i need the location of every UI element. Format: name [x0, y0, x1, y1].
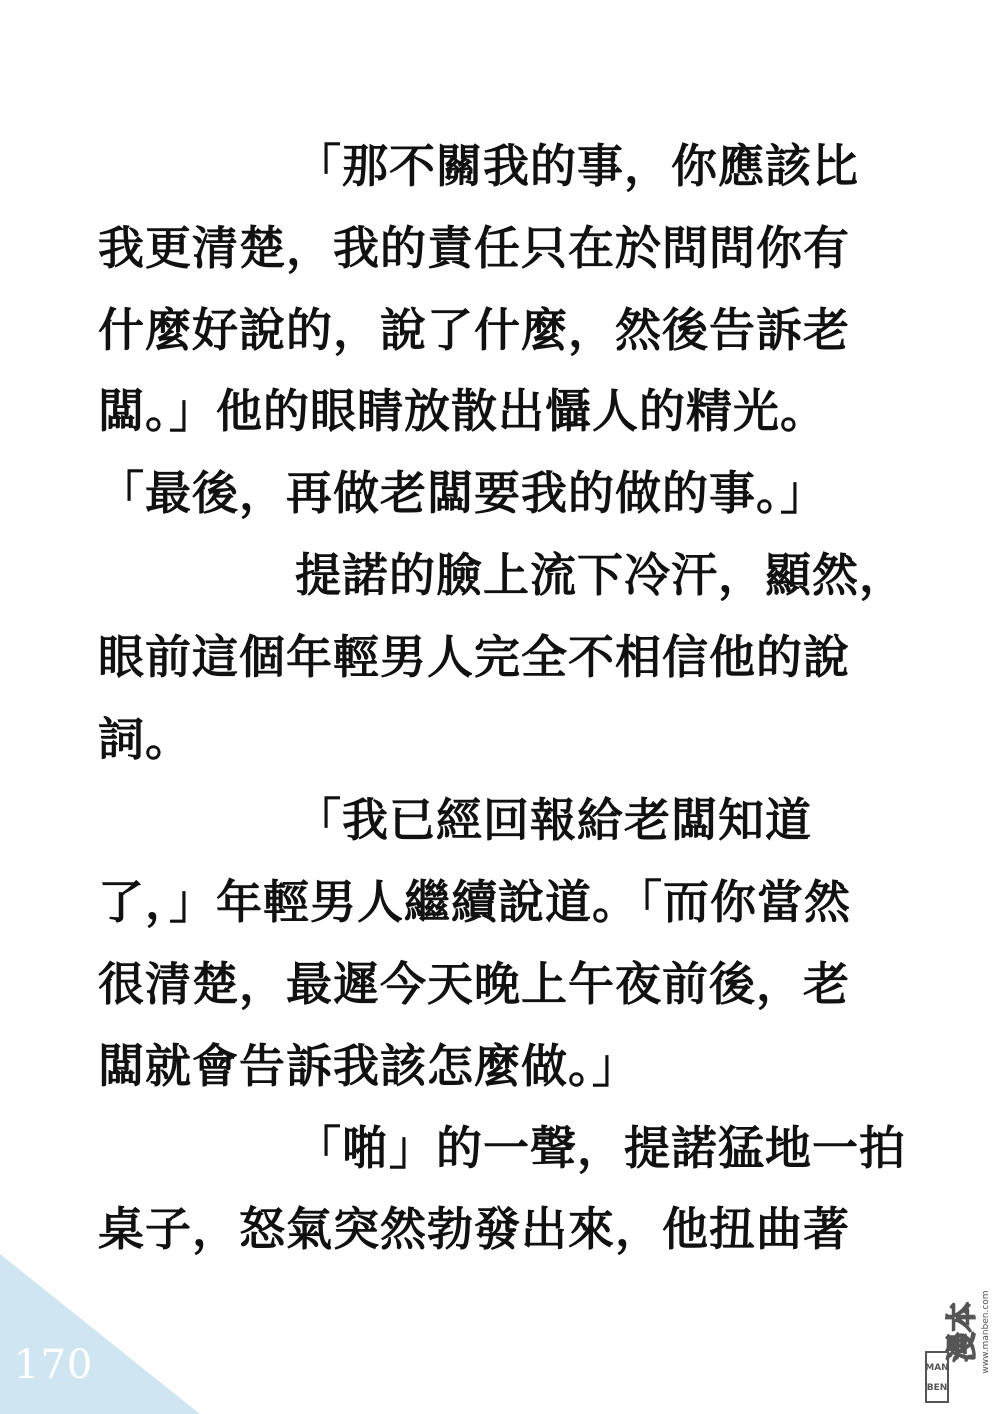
page-number: 170: [14, 1342, 94, 1388]
body-text: [98, 126, 958, 1271]
page-corner-triangle: [0, 1254, 200, 1414]
logo-text-top: MAN: [925, 1363, 949, 1373]
text-line-5: 「最後，再做老闆要我的做的事。」: [98, 466, 827, 521]
text-line-9: 「我已經回報給老闆知道: [295, 793, 812, 848]
text-line-10: 了，」年輕男人繼續說道。「而你當然: [98, 875, 851, 930]
text-line-13: 「啪」的一聲，提諾猛地一拍: [295, 1120, 906, 1175]
text-line-14: 桌子，怒氣突然勃發出來，他扭曲著: [98, 1202, 850, 1257]
text-line-2: 我更清楚，我的責任只在於問問你有: [98, 220, 850, 275]
text-line-3: 什麼好說的，說了什麼，然後告訴老: [98, 302, 850, 357]
text-line-7: 眼前這個年輕男人完全不相信他的說: [98, 629, 850, 684]
watermark-url: www.manben.com: [981, 1290, 991, 1374]
text-line-1: 「那不關我的事，你應該比: [295, 139, 859, 193]
text-line-11: 很清楚，最遲今天晚上午夜前後，老: [98, 956, 850, 1011]
manben-logo-icon: [924, 1262, 994, 1404]
logo-glyph: 漫本: [945, 1302, 980, 1362]
text-line-8: 詞。: [98, 711, 192, 766]
text-line-6: 提諾的臉上流下冷汗，顯然，: [295, 547, 906, 602]
logo-text-bottom: BEN: [926, 1383, 948, 1393]
text-line-12: 闆就會告訴我該怎麼做。」: [98, 1038, 639, 1093]
text-line-4: 闆。」他的眼睛放散出懾人的精光。: [98, 384, 827, 439]
